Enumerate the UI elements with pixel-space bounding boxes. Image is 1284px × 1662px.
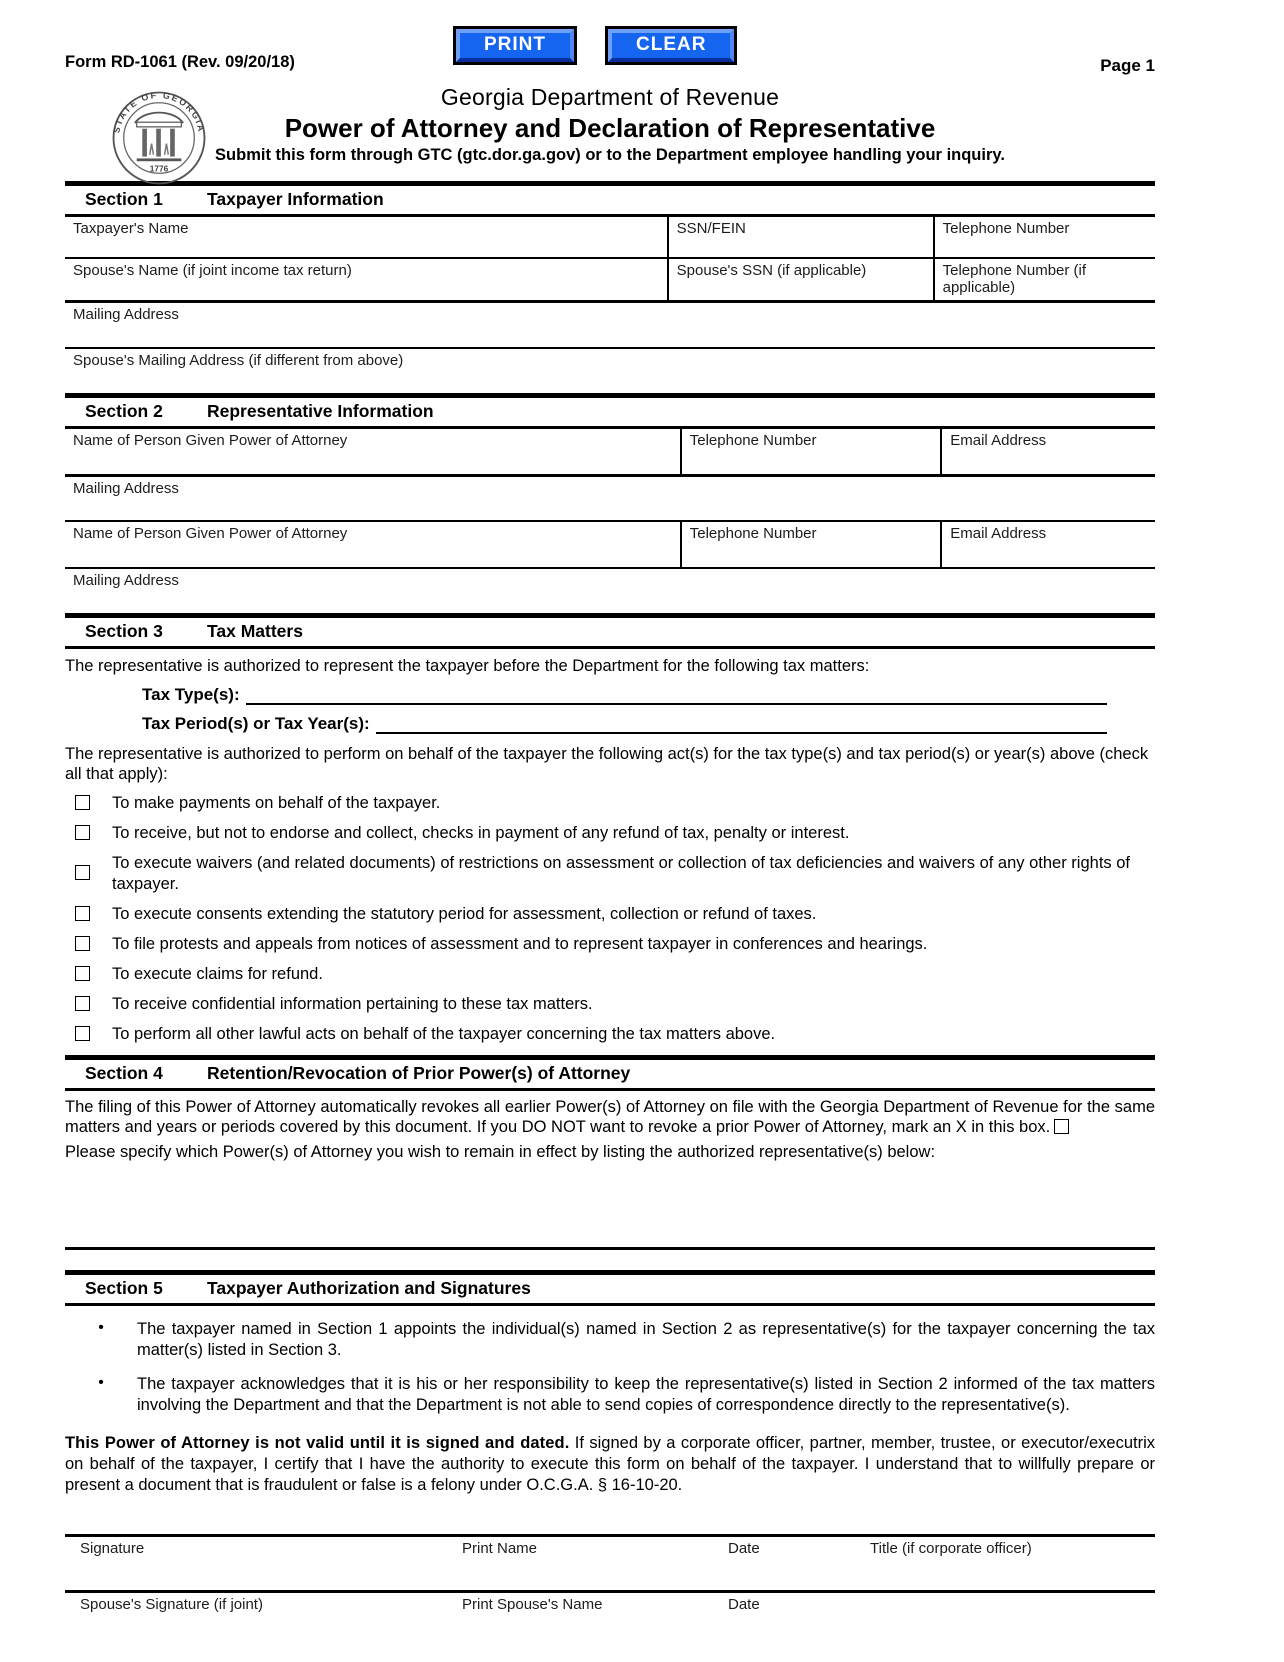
print-name-label: Print Name <box>462 1540 538 1557</box>
authorization-bullet-2 <box>65 1374 1155 1416</box>
submit-instructions: Submit this form through GTC (gtc.dor.ga.gov) or to the Department employee handling your inquiry. <box>215 146 1005 164</box>
spouse-telephone-field[interactable] <box>933 259 1155 300</box>
act-row-execute-consents <box>65 904 1155 925</box>
pdf-action-buttons <box>453 26 737 65</box>
tax-types-row <box>65 685 1155 705</box>
spouse-name-field[interactable] <box>65 259 667 300</box>
mailing-address-label: Mailing Address <box>73 306 179 323</box>
act-claims-refund-label: To execute claims for refund. <box>112 965 323 983</box>
spouse-telephone-label: Telephone Number (if applicable) <box>942 262 1087 296</box>
rep2-mailing-address-label: Mailing Address <box>73 572 179 589</box>
spouse-ssn-field[interactable] <box>667 259 933 300</box>
title-label: Title (if corporate officer) <box>870 1540 1032 1557</box>
print-name-field[interactable] <box>462 1537 728 1590</box>
bullet-icon: • <box>98 1319 104 1336</box>
act-row-confidential-info <box>65 994 1155 1015</box>
section-2-header <box>65 393 1155 429</box>
act-receive-checks-label: To receive, but not to endorse and collect, checks in payment of any refund of tax, penalty or interest. <box>112 824 850 842</box>
title-block <box>65 84 1155 174</box>
act-execute-waivers-checkbox[interactable] <box>75 865 90 880</box>
spouse-mailing-address-label: Spouse's Mailing Address (if different from above) <box>73 352 404 369</box>
signature-label: Signature <box>80 1540 145 1557</box>
spouse-date-field[interactable] <box>728 1593 870 1646</box>
specify-instruction: Please specify which Power(s) of Attorney you wish to remain in effect by listing the authorized representative(s) below: <box>65 1143 936 1161</box>
tax-types-label: Tax Type(s): <box>142 685 240 704</box>
top-bar <box>65 26 1155 75</box>
section-1-title: Taxpayer Information <box>207 189 384 209</box>
form-number: Form RD-1061 (Rev. 09/20/18) <box>65 53 295 71</box>
mailing-address-field[interactable] <box>65 303 1155 347</box>
section-3-title: Tax Matters <box>207 621 303 641</box>
act-row-file-protests <box>65 934 1155 955</box>
section-5-label: Section 5 <box>85 1278 163 1298</box>
spouse-signature-label: Spouse's Signature (if joint) <box>80 1596 263 1613</box>
rep2-name-label: Name of Person Given Power of Attorney <box>73 525 348 542</box>
section-2-label: Section 2 <box>85 401 163 421</box>
revocation-paragraph <box>65 1097 1155 1137</box>
section-2-title: Representative Information <box>207 401 434 421</box>
rep1-name-field[interactable] <box>65 429 680 474</box>
date-field[interactable] <box>728 1537 870 1590</box>
act-row-claims-refund <box>65 964 1155 985</box>
tax-matters-intro: The representative is authorized to represent the taxpayer before the Department for the following tax matters: <box>65 657 870 675</box>
tax-periods-input-line[interactable] <box>376 714 1107 734</box>
rep2-email-field[interactable] <box>940 522 1155 567</box>
act-file-protests-checkbox[interactable] <box>75 936 90 951</box>
section-2-table <box>65 429 1155 613</box>
authorization-bullet-2-text: The taxpayer acknowledges that it is his or her responsibility to keep the representative(s) listed in Section 2 informed of the tax matters involving the Department and that the Department is not able to send copies of correspondence directly to the representative(s). <box>137 1375 1155 1414</box>
act-execute-consents-checkbox[interactable] <box>75 906 90 921</box>
revocation-text: The filing of this Power of Attorney automatically revokes all earlier Power(s) of Attorney on file with the Georgia Department of Revenue for the same matters and years or periods covered by this document. If you DO NOT want to revoke a prior Power of Attorney, mark an X in this box. <box>65 1098 1155 1136</box>
act-payments-label: To make payments on behalf of the taxpayer. <box>112 794 441 812</box>
authorization-bullet-1 <box>65 1319 1155 1361</box>
seal-arch <box>135 113 183 124</box>
rep1-mailing-address-field[interactable] <box>65 477 1155 520</box>
section-4-title: Retention/Revocation of Prior Power(s) of Attorney <box>207 1063 631 1083</box>
validity-bold-text: This Power of Attorney is not valid until it is signed and dated. <box>65 1434 570 1452</box>
act-other-lawful-acts-checkbox[interactable] <box>75 1026 90 1041</box>
tax-periods-label: Tax Period(s) or Tax Year(s): <box>142 714 370 733</box>
act-confidential-info-label: To receive confidential information pertaining to these tax matters. <box>112 995 593 1013</box>
act-payments-checkbox[interactable] <box>75 795 90 810</box>
form-title: Power of Attorney and Declaration of Representative <box>284 113 936 143</box>
print-button[interactable] <box>453 26 577 65</box>
signature-row-taxpayer <box>65 1534 1155 1590</box>
act-row-execute-waivers <box>65 853 1155 895</box>
taxpayer-name-field[interactable] <box>65 217 667 257</box>
page-number: Page 1 <box>1100 56 1155 75</box>
agency-name: Georgia Department of Revenue <box>440 84 780 110</box>
retain-prior-poa-checkbox[interactable] <box>1054 1119 1069 1134</box>
bullet-icon: • <box>98 1374 104 1391</box>
rep1-mailing-address-label: Mailing Address <box>73 480 179 497</box>
act-file-protests-label: To file protests and appeals from notices of assessment and to represent taxpayer in conferences and hearings. <box>112 935 928 953</box>
validity-rest-text: If signed by a corporate officer, partner, member, trustee, or executor/executrix on behalf of the taxpayer, I certify that I have the authority to execute this form on behalf of the taxpayer. I understand that to willfully prepare or present a document that is fraudulent or false is a felony under O.C.G.A. § 16-10-20. <box>65 1434 1155 1494</box>
clear-button-label: CLEAR <box>608 29 734 62</box>
print-button-label: PRINT <box>456 29 574 62</box>
act-row-receive-checks <box>65 823 1155 844</box>
prior-poa-list-line[interactable] <box>65 1162 1155 1250</box>
act-receive-checks-checkbox[interactable] <box>75 825 90 840</box>
ssn-fein-label: SSN/FEIN <box>676 220 746 237</box>
tax-types-input-line[interactable] <box>246 685 1107 705</box>
georgia-seal-logo <box>103 86 215 190</box>
rep2-telephone-label: Telephone Number <box>689 525 817 542</box>
rep1-email-label: Email Address <box>950 432 1047 449</box>
act-execute-consents-label: To execute consents extending the statutory period for assessment, collection or refund of taxes. <box>112 905 817 923</box>
rep1-telephone-label: Telephone Number <box>689 432 817 449</box>
date-label: Date <box>728 1540 760 1557</box>
section-1-header <box>65 181 1155 217</box>
telephone-label: Telephone Number <box>942 220 1070 237</box>
title-field[interactable] <box>870 1537 1155 1590</box>
seal-ring-text: STATE OF GEORGIA <box>111 89 207 134</box>
spouse-name-label: Spouse's Name (if joint income tax return) <box>73 262 352 279</box>
authorization-bullet-1-text: The taxpayer named in Section 1 appoints the individual(s) named in Section 2 as representative(s) for the taxpayer concerning the tax matter(s) listed in Section 3. <box>137 1320 1155 1359</box>
spouse-mailing-address-field[interactable] <box>65 349 1155 393</box>
section-5-header <box>65 1270 1155 1306</box>
section-1-label: Section 1 <box>85 189 163 209</box>
validity-paragraph <box>65 1433 1155 1496</box>
spouse-ssn-label: Spouse's SSN (if applicable) <box>676 262 867 279</box>
act-other-lawful-acts-label: To perform all other lawful acts on behalf of the taxpayer concerning the tax matters above. <box>112 1025 776 1043</box>
seal-year: 1776 <box>149 163 169 174</box>
spouse-title-spacer <box>870 1593 1155 1646</box>
signature-field[interactable] <box>65 1537 462 1590</box>
rep2-mailing-address-field[interactable] <box>65 569 1155 613</box>
print-spouse-name-field[interactable] <box>462 1593 728 1646</box>
ssn-fein-field[interactable] <box>667 217 933 257</box>
acts-intro: The representative is authorized to perform on behalf of the taxpayer the following act(s) for the tax type(s) and tax period(s) or year(s) above (check all that apply): <box>65 745 1149 783</box>
signature-row-spouse <box>65 1590 1155 1646</box>
act-execute-waivers-label: To execute waivers (and related documents) of restrictions on assessment or collection of tax deficiencies and waivers of any other rights of taxpayer. <box>112 854 1130 893</box>
taxpayer-name-label: Taxpayer's Name <box>73 220 189 237</box>
rep1-name-label: Name of Person Given Power of Attorney <box>73 432 348 449</box>
rep2-telephone-field[interactable] <box>680 522 941 567</box>
section-3-header <box>65 613 1155 649</box>
act-confidential-info-checkbox[interactable] <box>75 996 90 1011</box>
rep2-email-label: Email Address <box>950 525 1047 542</box>
section-4-label: Section 4 <box>85 1063 163 1083</box>
act-row-other-lawful-acts <box>65 1024 1155 1045</box>
print-spouse-name-label: Print Spouse's Name <box>462 1596 603 1613</box>
section-5-title: Taxpayer Authorization and Signatures <box>207 1278 531 1298</box>
rep1-email-field[interactable] <box>940 429 1155 474</box>
section-3-label: Section 3 <box>85 621 163 641</box>
section-1-table <box>65 217 1155 393</box>
act-row-payments <box>65 793 1155 814</box>
section-4-header <box>65 1055 1155 1091</box>
clear-button[interactable] <box>605 26 737 65</box>
rep1-telephone-field[interactable] <box>680 429 941 474</box>
tax-periods-row <box>65 714 1155 734</box>
telephone-field[interactable] <box>933 217 1155 257</box>
spouse-date-label: Date <box>728 1596 760 1613</box>
rep2-name-field[interactable] <box>65 522 680 567</box>
act-claims-refund-checkbox[interactable] <box>75 966 90 981</box>
spouse-signature-field[interactable] <box>65 1593 462 1646</box>
